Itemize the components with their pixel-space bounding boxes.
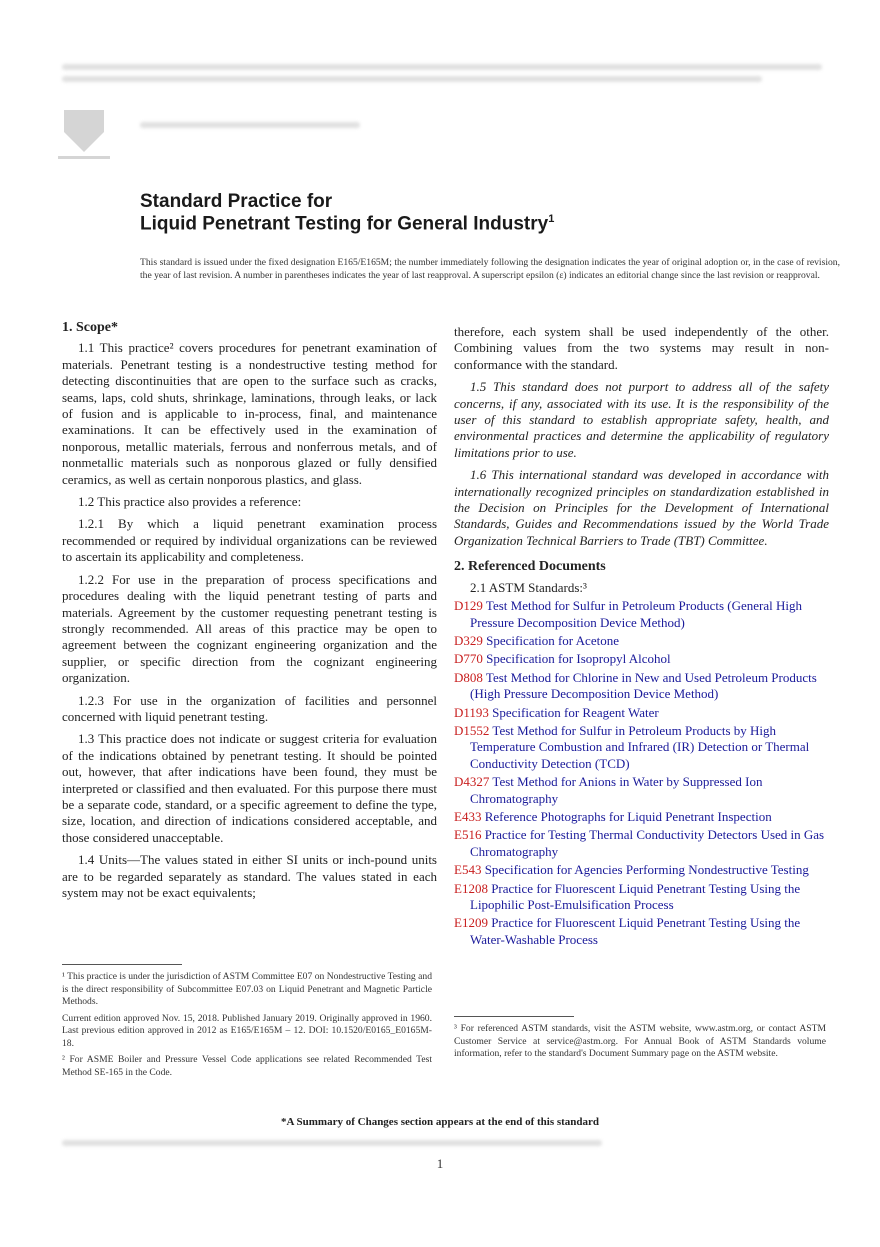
reference-item[interactable] (454, 633, 829, 649)
reference-code[interactable]: D329 (454, 632, 483, 648)
reference-code[interactable]: E1209 (454, 915, 488, 931)
footnote-2: ² For ASME Boiler and Pressure Vessel Code applications see related Recommended Test Method SE-165 in the Code. (62, 1054, 432, 1078)
reference-title[interactable]: Practice for Fluorescent Liquid Penetrant Testing Using the Lipophilic Post-Emulsification Process (470, 880, 801, 912)
page-number: 1 (436, 1156, 444, 1171)
reference-title[interactable]: Specification for Agencies Performing Nondestructive Testing (481, 862, 809, 878)
footnote-1: ¹ This practice is under the jurisdiction of ASTM Committee E07 on Nondestructive Testing and is the direct responsibility of Subcommittee E07.03 on Liquid Penetrant and Magnetic Particle Methods. (62, 971, 432, 1007)
right-column (454, 324, 829, 950)
footnote-1-edition: Current edition approved Nov. 15, 2018. Published January 2019. Originally approved in 1960. Last previous edition approved in 2012 as E165/E165M – 12. DOI: 10.1520/E0165_E0165M-18. (62, 1012, 432, 1049)
reference-item[interactable] (454, 651, 829, 667)
para-1-2-3: 1.2.3 For use in the organization of facilities and personnel concerned with liquid penetrant testing. (62, 692, 437, 724)
left-column (62, 320, 437, 907)
reference-item[interactable] (454, 881, 829, 914)
footnotes-right (454, 1023, 826, 1065)
para-1-2-2: 1.2.2 For use in the preparation of process specifications and procedures dealing with the liquid penetrant testing of parts and materials. Agreement by the customer requesting penetrant testing is strongly recommended. All areas of this practice may be open to agreement between the cognizant engineering organization and the supplier, or specific direction from the cognizant engineering organization. (62, 571, 437, 686)
para-1-2: 1.2 This practice also provides a reference: (78, 494, 302, 510)
reference-title[interactable]: Test Method for Anions in Water by Suppressed Ion Chromatography (470, 774, 763, 806)
reference-code[interactable]: E516 (454, 827, 482, 843)
footnote-divider (454, 1016, 574, 1017)
para-1-4-continued: therefore, each system shall be used independently of the other. Combining values from the two systems may result in non-conformance with the standard. (454, 324, 829, 372)
reference-item[interactable] (454, 705, 829, 721)
para-1-5: 1.5 This standard does not purport to address all of the safety concerns, if any, associated with its use. It is the responsibility of the user of this standard to establish appropriate safety, health, and environmental practices and determine the applicability of regulatory limitations prior to use. (454, 379, 829, 460)
para-1-1: 1.1 This practice² covers procedures for penetrant examination of materials. Penetrant testing is a nondestructive testing method for detecting discontinuities that are open to the surface such as cracks, seams, laps, cold shuts, shrinkage, laminations, through leaks, or lack of fusion and is applicable to in-process, final, and maintenance examinations. It can be effectively used in the examination of nonporous, metallic materials, ferrous and nonferrous metals, and of nonmetallic materials such as nonporous glazed or fully densified ceramics, as well as certain nonporous plastics, and glass. (62, 340, 437, 487)
reference-item[interactable] (454, 809, 829, 825)
page-title: Liquid Penetrant Testing for General Industry (140, 213, 549, 235)
reference-item[interactable] (454, 598, 829, 631)
issued-note: This standard is issued under the fixed designation E165/E165M; the number immediately following the designation indicates the year of original adoption or, in the case of revision, the year of last revision. A number in parentheses indicates the year of last reapproval. A superscript epsilon (ε) indicates an editorial change since the last revision or reapproval. (140, 257, 840, 281)
faded-designation-line (140, 122, 360, 128)
reference-item[interactable] (454, 827, 829, 860)
title-footnote-mark: 1 (548, 213, 555, 225)
faded-header-line (62, 76, 762, 82)
reference-code[interactable]: E543 (454, 862, 482, 878)
reference-code[interactable]: D1193 (454, 704, 489, 720)
astm-standards-subheading: 2.1 ASTM Standards:³ (470, 579, 587, 595)
para-1-6: 1.6 This international standard was developed in accordance with internationally recognized principles on standardization established in the Decision on Principles for the Development of International Standards, Guides and Recommendations issued by the World Trade Organization Technical Barriers to Trade (TBT) Committee. (454, 467, 829, 548)
footnote-3: ³ For referenced ASTM standards, visit the ASTM website, www.astm.org, or contact ASTM Customer Service at service@astm.org. For Annual Book of ASTM Standards volume information, refer to the standard's Document Summary page on the ASTM website. (454, 1023, 826, 1059)
reference-list (454, 598, 829, 948)
reference-title[interactable]: Specification for Reagent Water (488, 704, 659, 720)
title-line-2 (140, 213, 554, 235)
reference-code[interactable]: D1552 (454, 722, 490, 738)
footnote-divider (62, 964, 182, 965)
title-line-1: Standard Practice for (140, 191, 333, 212)
reference-code[interactable]: D770 (454, 651, 483, 667)
reference-item[interactable] (454, 915, 829, 948)
reference-code[interactable]: D808 (454, 669, 483, 685)
para-1-2-1: 1.2.1 By which a liquid penetrant examination process recommended or required by individual organizations can be reviewed to ascertain its applicability and completeness. (62, 516, 437, 565)
reference-title[interactable]: Test Method for Chlorine in New and Used Petroleum Products (High Pressure Decomposition Device Method) (470, 669, 817, 702)
reference-title[interactable]: Test Method for Sulfur in Petroleum Products by High Temperature Combustion and Infrared (IR) Detection or Thermal Conductivity Detection (TCD) (470, 722, 810, 771)
reference-title[interactable]: Test Method for Sulfur in Petroleum Products (General High Pressure Decomposition Device Method) (470, 598, 802, 630)
footnotes-left (62, 971, 432, 1083)
reference-title[interactable]: Specification for Acetone (482, 632, 619, 648)
summary-of-changes-note: *A Summary of Changes section appears at the end of this standard (280, 1116, 600, 1128)
astm-logo-icon (58, 102, 110, 162)
reference-code[interactable]: D129 (454, 598, 483, 614)
reference-code[interactable]: E433 (454, 808, 482, 824)
referenced-documents-heading: 2. Referenced Documents (454, 559, 606, 575)
para-1-4: 1.4 Units—The values stated in either SI units or inch-pound units are to be regarded separately as standard. The values stated in each system may not be exact equivalents; (62, 852, 437, 900)
reference-item[interactable] (454, 723, 829, 772)
reference-code[interactable]: E1208 (454, 880, 488, 896)
para-1-3: 1.3 This practice does not indicate or suggest criteria for evaluation of the indications obtained by penetrant testing. It should be pointed out, however, that after indications have been found, they must be interpreted or classified and then evaluated. For this purpose there must be a separate code, standard, or a specific agreement to define the type, size, location, and direction of indications considered acceptable, and those considered unacceptable. (62, 731, 437, 845)
reference-code[interactable]: D4327 (454, 774, 490, 790)
reference-item[interactable] (454, 774, 829, 807)
scope-heading: 1. Scope* (62, 320, 118, 335)
reference-title[interactable]: Reference Photographs for Liquid Penetrant Inspection (481, 808, 772, 824)
reference-item[interactable] (454, 862, 829, 878)
reference-title[interactable]: Specification for Isopropyl Alcohol (482, 651, 671, 667)
reference-title[interactable]: Practice for Testing Thermal Conductivity Detectors Used in Gas Chromatography (470, 827, 825, 859)
faded-header-line (62, 64, 822, 70)
reference-item[interactable] (454, 670, 829, 703)
reference-title[interactable]: Practice for Fluorescent Liquid Penetrant Testing Using the Water-Washable Process (470, 915, 801, 947)
faded-footer-line (62, 1140, 602, 1146)
